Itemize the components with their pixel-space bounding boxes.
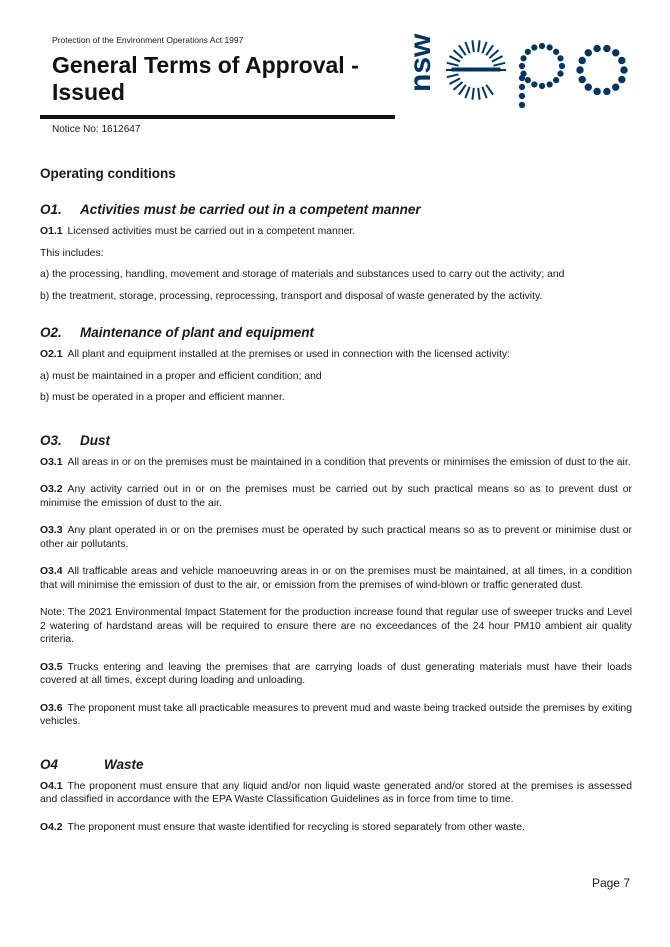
condition-o4-1 — [40, 780, 632, 807]
logo-dot — [519, 63, 524, 68]
logo-dot — [585, 50, 591, 56]
condition-o3-4 — [40, 565, 632, 592]
logo-dot — [613, 84, 619, 90]
condition-id: O3.1 — [40, 456, 63, 468]
logo-dot — [613, 50, 619, 56]
condition-o3-6 — [40, 702, 632, 729]
section-o1-heading — [40, 202, 632, 217]
condition-id: O3.6 — [40, 702, 63, 714]
logo-dot — [594, 88, 600, 94]
act-name: Protection of the Environment Operations Act 1997 — [52, 35, 244, 45]
section-title: Waste — [104, 756, 144, 772]
logo-stroke — [486, 85, 493, 95]
condition-id: O1.1 — [40, 226, 63, 237]
logo-stroke — [447, 63, 459, 66]
list-item-a: a) the processing, handling, movement and storage of materials and substances used to carry out the activity; and — [40, 269, 565, 280]
logo-dot — [532, 45, 537, 50]
section-o4-heading — [40, 757, 632, 772]
title-rule — [40, 115, 395, 119]
section-number: O1. — [40, 202, 62, 217]
operating-conditions-heading: Operating conditions — [40, 166, 176, 181]
logo-dot — [604, 45, 610, 51]
section-title: Maintenance of plant and equipment — [80, 325, 315, 340]
logo-stroke — [459, 85, 466, 95]
logo-dot — [554, 78, 559, 83]
page-title: General Terms of Approval - Issued — [52, 52, 359, 105]
logo-dot — [579, 57, 585, 63]
condition-o2-1 — [40, 348, 632, 362]
logo-dot — [554, 49, 559, 54]
logo-stroke — [454, 50, 463, 58]
condition-text: All trafficable areas and vehicle manoeuvring areas in or on the premises must be maintained, at all times, in a condition that will minimise the emission of dust to the air, or emission from the premises of wind-blown or traffic generated dust. — [40, 566, 632, 591]
logo-stroke — [472, 88, 473, 100]
logo-stroke — [465, 42, 469, 53]
condition-text: The proponent must ensure that waste identified for recycling is stored separately from other waste. — [67, 821, 525, 833]
document-body — [40, 166, 632, 834]
condition-id: O3.3 — [40, 525, 63, 536]
logo-dot — [539, 43, 544, 48]
logo-dot — [547, 45, 552, 50]
logo-dot — [594, 45, 600, 51]
logo-dot — [577, 67, 583, 73]
condition-o3-5 — [40, 661, 632, 688]
logo-dot — [558, 56, 563, 61]
logo-dot — [619, 76, 625, 82]
includes-label: This includes: — [40, 247, 104, 259]
condition-text: Any activity carried out in or on the premises must be carried out by such practical means so as to prevent dust or minimise the emission of dust to the air. — [40, 484, 632, 509]
logo-stroke — [449, 78, 460, 84]
logo-dot — [519, 75, 524, 80]
logo-stroke — [492, 56, 503, 62]
condition-id: O4.1 — [40, 780, 63, 792]
section-number: O3. — [40, 432, 62, 448]
logo-dot — [558, 71, 563, 76]
condition-id: O4.2 — [40, 821, 63, 833]
section-number: O2. — [40, 325, 62, 340]
logo-dot — [519, 84, 524, 89]
logo-stroke — [447, 74, 459, 77]
page-number: Page 7 — [591, 876, 630, 890]
list-item-a: a) must be maintained in a proper and efficient condition; and — [40, 370, 322, 382]
condition-text: The proponent must ensure that any liquid and/or non liquid waste generated and/or stored at the premises is assessed and classified in accordance with the EPA Waste Classification Guidelines as in force from time to time. — [40, 780, 632, 805]
logo-dot — [619, 57, 625, 63]
logo-stroke — [459, 45, 466, 55]
logo-stroke — [489, 50, 498, 58]
condition-o3-3 — [40, 524, 632, 551]
section-o2-heading — [40, 325, 632, 340]
logo-stroke — [472, 40, 473, 52]
logo-dot — [519, 93, 524, 98]
logo-stroke — [486, 45, 493, 55]
logo-dot — [525, 49, 530, 54]
condition-id: O3.2 — [40, 484, 63, 495]
logo-dot — [532, 82, 537, 87]
section-title: Activities must be carried out in a competent manner — [80, 202, 421, 217]
condition-o1-1 — [40, 225, 632, 239]
list-item-b: b) the treatment, storage, processing, reprocessing, transport and disposal of waste generated by the activity. — [40, 290, 543, 302]
condition-o4-2 — [40, 821, 632, 835]
logo-stroke — [449, 56, 460, 62]
logo-stroke — [478, 40, 479, 52]
logo-dot — [547, 82, 552, 87]
logo-stroke — [465, 87, 469, 98]
notice-number: Notice No: 1612647 — [52, 124, 141, 135]
logo-dot — [621, 67, 627, 73]
logo-stroke — [493, 63, 505, 66]
section-number: O4 — [40, 756, 59, 772]
condition-text: All areas in or on the premises must be maintained in a condition that prevents or minimises the emission of dust to the air. — [67, 456, 631, 468]
note: Note: The 2021 Environmental Impact Statement for the production increase found that regular use of sweeper trucks and Level 2 watering of hardstand areas will be required to ensure there are no exceedances of the 24 hour PM10 ambient air quality criteria. — [40, 607, 632, 645]
condition-id: O3.5 — [40, 661, 63, 673]
logo-dot — [521, 56, 526, 61]
list-item-b: b) must be operated in a proper and efficient manner. — [40, 392, 285, 403]
logo-stroke — [482, 42, 486, 53]
section-o3-heading — [40, 433, 632, 448]
condition-text: Licensed activities must be carried out in a competent manner. — [67, 226, 356, 237]
logo-stroke — [482, 87, 486, 98]
logo-stroke — [452, 68, 500, 71]
logo-dot — [525, 78, 530, 83]
logo-dot — [604, 88, 610, 94]
logo-dot — [585, 84, 591, 90]
logo-dot — [559, 63, 564, 68]
nsw-epa-logo — [404, 28, 634, 112]
logo-dot — [539, 83, 544, 88]
condition-id: O3.4 — [40, 566, 63, 577]
condition-id: O2.1 — [40, 349, 63, 360]
logo-dot — [579, 76, 585, 82]
condition-o3-2 — [40, 483, 632, 510]
logo-dot — [519, 102, 524, 107]
condition-text: All plant and equipment installed at the premises or used in connection with the licensed activity: — [67, 349, 510, 360]
condition-o3-1 — [40, 456, 632, 470]
condition-text: Trucks entering and leaving the premises that are carrying loads of dust generating materials must have their loads covered at all times, except during loading and unloading. — [40, 661, 632, 686]
section-title: Dust — [80, 432, 110, 448]
condition-text: The proponent must take all practicable measures to prevent mud and waste being tracked outside the premises by exiting vehicles. — [40, 702, 632, 727]
logo-stroke — [478, 88, 479, 100]
logo-nsw-text: nsw — [404, 33, 437, 92]
logo-stroke — [454, 82, 463, 90]
condition-text: Any plant operated in or on the premises must be operated by such practical means so as to prevent or minimise dust or other air pollutants. — [40, 525, 632, 550]
